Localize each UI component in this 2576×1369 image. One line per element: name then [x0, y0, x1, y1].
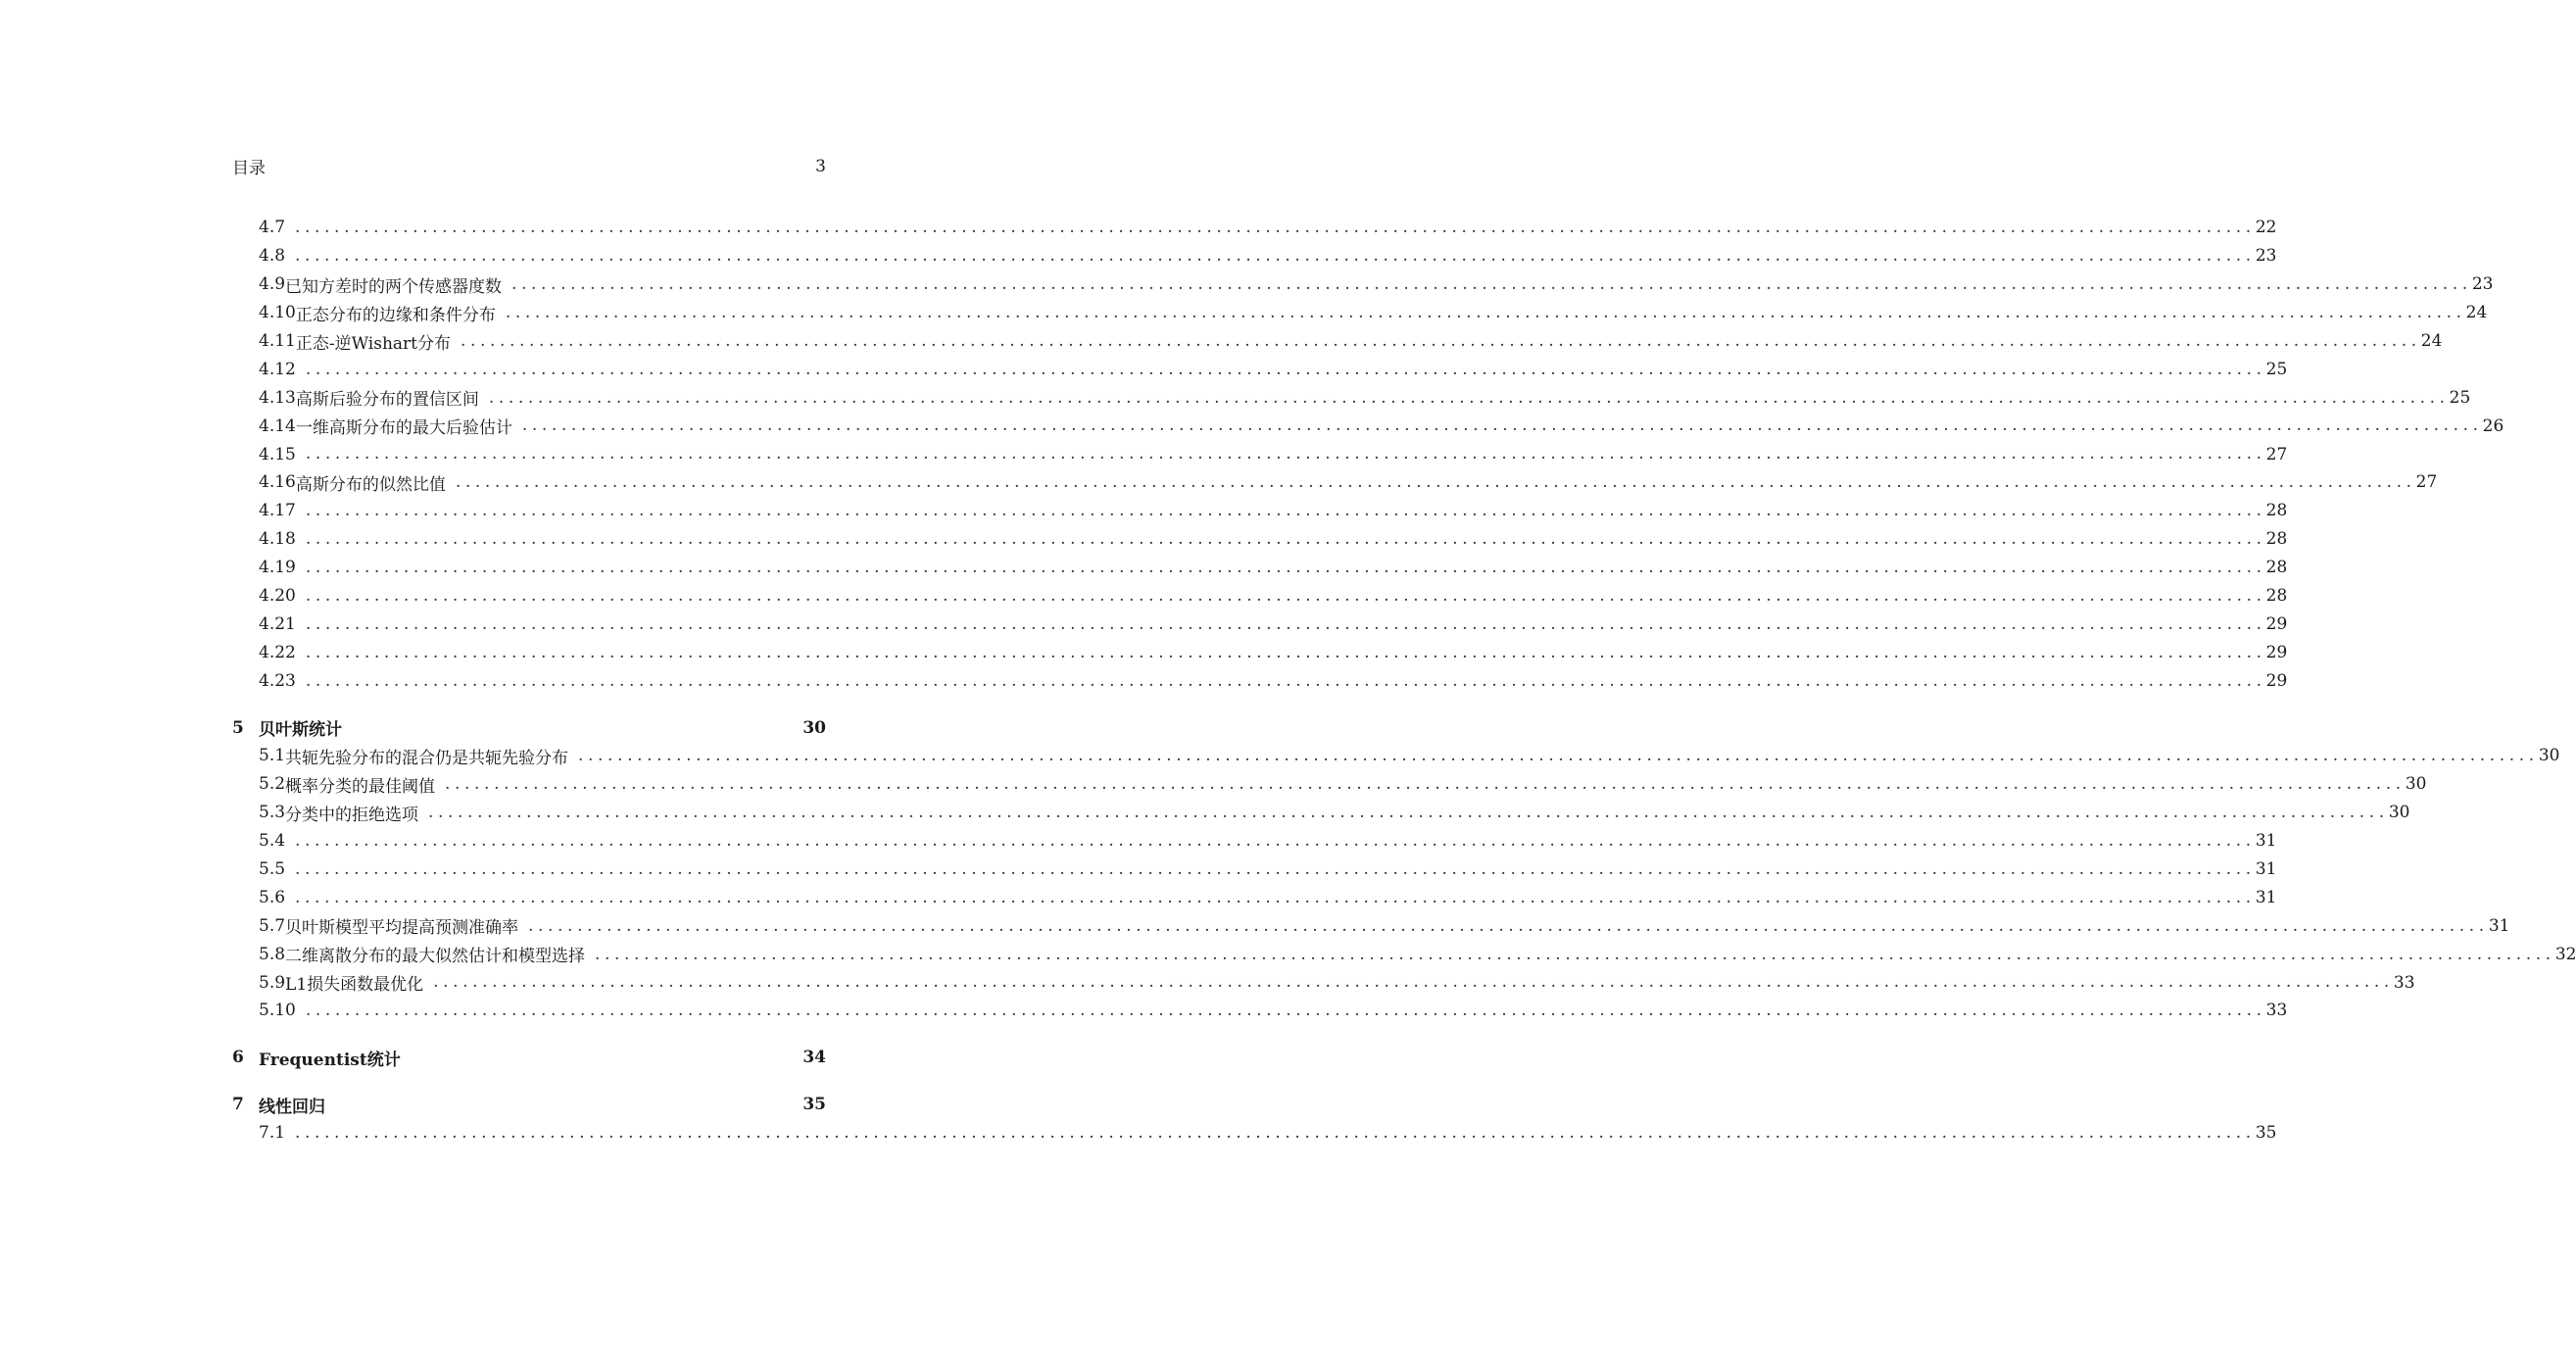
toc-number: 5	[232, 717, 244, 738]
toc-chapter[interactable]	[232, 1091, 826, 1119]
toc-number: 4.9	[259, 274, 286, 295]
dot-leader: ........................................................................................................................................................................................................	[295, 218, 2256, 238]
toc-page-number: 31	[2255, 859, 2277, 880]
toc-number: 4.23	[259, 670, 296, 691]
toc-page-number: 30	[2388, 803, 2410, 823]
toc-entry[interactable]	[232, 582, 2288, 611]
toc-page-number: 34	[802, 1048, 826, 1068]
toc-title: 贝叶斯模型平均提高预测准确率	[285, 918, 519, 939]
dot-leader: ........................................................................................................................................................................................................	[460, 330, 2421, 351]
dot-leader: ........................................................................................................................................................................................................	[595, 944, 2555, 964]
toc-title: 概率分类的最佳阈值	[285, 776, 436, 797]
toc-number: 5.3	[259, 803, 286, 823]
toc-entry[interactable]	[232, 883, 2277, 911]
toc-title: 高斯分布的似然比值	[295, 474, 446, 495]
toc-chapter[interactable]	[232, 1044, 826, 1072]
toc-page-number: 35	[802, 1095, 826, 1115]
toc-title: 正态-逆Wishart分布	[295, 333, 451, 354]
toc-entry[interactable]	[232, 968, 2415, 997]
dot-leader: ........................................................................................................................................................................................................	[528, 915, 2489, 936]
toc-number: 4.8	[259, 246, 286, 267]
toc-page-number: 23	[2255, 246, 2277, 267]
toc-entry[interactable]	[232, 997, 2288, 1025]
toc-page-number: 33	[2393, 972, 2415, 993]
toc-title: 二维离散分布的最大似然估计和模型选择	[285, 947, 586, 967]
toc-entry[interactable]	[232, 270, 2494, 299]
dot-leader: ........................................................................................................................................................................................................	[578, 746, 2539, 766]
toc-page-number: 31	[2488, 915, 2510, 936]
toc-page-number: 25	[2265, 359, 2288, 379]
dot-leader: ........................................................................................................................................................................................................	[521, 416, 2483, 436]
toc-number: 5.4	[259, 831, 286, 852]
toc-list	[232, 214, 2576, 1148]
toc-number: 4.7	[259, 218, 286, 238]
dot-leader: ........................................................................................................................................................................................................	[305, 444, 2266, 464]
dot-leader: ........................................................................................................................................................................................................	[305, 642, 2266, 662]
toc-entry[interactable]	[232, 742, 2560, 770]
toc-page-number: 29	[2265, 642, 2288, 662]
toc-number: 7.1	[259, 1123, 286, 1144]
toc-title: 正态分布的边缘和条件分布	[295, 305, 496, 325]
toc-page-number: 28	[2265, 586, 2288, 607]
toc-number: 4.20	[259, 586, 296, 607]
toc-page-number: 32	[2554, 944, 2576, 964]
toc-number: 4.22	[259, 642, 296, 662]
dot-leader: ........................................................................................................................................................................................................	[433, 972, 2394, 993]
toc-number: 5.7	[259, 915, 286, 936]
toc-page-number: 33	[2265, 1001, 2288, 1021]
dot-leader: ........................................................................................................................................................................................................	[305, 670, 2266, 691]
toc-page-number: 31	[2255, 831, 2277, 852]
toc-entry[interactable]	[232, 497, 2288, 525]
toc-page-number: 23	[2471, 274, 2494, 295]
dot-leader: ........................................................................................................................................................................................................	[445, 774, 2406, 795]
dot-leader: ........................................................................................................................................................................................................	[511, 274, 2472, 295]
dot-leader: ........................................................................................................................................................................................................	[305, 585, 2266, 606]
toc-number: 7	[232, 1095, 244, 1115]
toc-number: 5.10	[259, 1001, 296, 1021]
page-header	[232, 154, 826, 178]
toc-number: 5.9	[259, 972, 286, 993]
dot-leader: ........................................................................................................................................................................................................	[305, 359, 2266, 379]
page-number: 3	[815, 156, 826, 176]
toc-page-number: 24	[2465, 303, 2488, 323]
toc-page-number: 26	[2482, 416, 2504, 436]
dot-leader: ........................................................................................................................................................................................................	[488, 387, 2450, 408]
toc-entry[interactable]	[232, 327, 2443, 356]
toc-entry[interactable]	[232, 1119, 2277, 1148]
toc-title: 高斯后验分布的置信区间	[295, 390, 479, 411]
toc-number: 4.17	[259, 501, 296, 521]
toc-title: Frequentist统计	[259, 1050, 401, 1070]
toc-entry[interactable]	[232, 440, 2288, 468]
toc-title: 分类中的拒绝选项	[285, 805, 419, 825]
toc-page-number: 28	[2265, 558, 2288, 578]
dot-leader: ........................................................................................................................................................................................................	[505, 302, 2466, 322]
toc-entry[interactable]	[232, 911, 2510, 940]
dot-leader: ........................................................................................................................................................................................................	[295, 1122, 2256, 1143]
toc-number: 4.21	[259, 613, 296, 634]
toc-entry[interactable]	[232, 242, 2277, 270]
toc-page-number: 30	[2538, 746, 2560, 766]
toc-page-number: 29	[2265, 613, 2288, 634]
toc-page-number: 31	[2255, 887, 2277, 907]
toc-number: 4.16	[259, 472, 296, 493]
toc-number: 6	[232, 1048, 244, 1068]
toc-number: 5.6	[259, 887, 286, 907]
toc-page-number: 30	[2405, 774, 2427, 795]
toc-entry[interactable]	[232, 554, 2288, 582]
running-title: 目录	[232, 159, 266, 178]
toc-chapter[interactable]	[232, 713, 826, 742]
toc-number: 5.5	[259, 859, 286, 880]
toc-page-number: 27	[2265, 444, 2288, 464]
toc-page-number: 35	[2255, 1123, 2277, 1144]
toc-entry[interactable]	[232, 214, 2277, 242]
dot-leader: ........................................................................................................................................................................................................	[305, 529, 2266, 550]
toc-entry[interactable]	[232, 525, 2288, 554]
dot-leader: ........................................................................................................................................................................................................	[295, 830, 2256, 851]
toc-entry[interactable]	[232, 468, 2438, 497]
toc-title: 线性回归	[259, 1097, 325, 1117]
toc-number: 5.1	[259, 746, 286, 766]
toc-title: 共轭先验分布的混合仍是共轭先验分布	[285, 748, 569, 768]
toc-entry[interactable]	[232, 610, 2288, 638]
toc-page-number: 22	[2255, 218, 2277, 238]
toc-page-number: 25	[2449, 387, 2471, 408]
toc-number: 4.13	[259, 387, 296, 408]
toc-title: 已知方差时的两个传感器度数	[285, 276, 503, 297]
dot-leader: ........................................................................................................................................................................................................	[305, 1001, 2266, 1021]
toc-entry[interactable]	[232, 827, 2277, 856]
toc-number: 5.8	[259, 944, 286, 964]
toc-page-number: 27	[2415, 472, 2438, 493]
toc-title: 一维高斯分布的最大后验估计	[295, 418, 512, 439]
toc-entry[interactable]	[232, 799, 2410, 827]
toc-page-number: 28	[2265, 529, 2288, 550]
toc-number: 4.14	[259, 416, 296, 436]
dot-leader: ........................................................................................................................................................................................................	[295, 887, 2256, 907]
toc-number: 4.12	[259, 359, 296, 379]
toc-number: 4.18	[259, 529, 296, 550]
toc-number: 4.19	[259, 558, 296, 578]
dot-leader: ........................................................................................................................................................................................................	[305, 613, 2266, 634]
dot-leader: ........................................................................................................................................................................................................	[455, 472, 2416, 493]
dot-leader: ........................................................................................................................................................................................................	[305, 557, 2266, 577]
toc-number: 5.2	[259, 774, 286, 795]
toc-entry[interactable]	[232, 383, 2471, 412]
toc-page-number: 28	[2265, 501, 2288, 521]
toc-entry[interactable]	[232, 666, 2288, 695]
toc-entry[interactable]	[232, 299, 2488, 327]
toc-entry[interactable]	[232, 856, 2277, 884]
dot-leader: ........................................................................................................................................................................................................	[428, 803, 2389, 823]
toc-entry[interactable]	[232, 770, 2427, 799]
toc-entry[interactable]	[232, 940, 2576, 968]
toc-title: L1损失函数最优化	[285, 975, 424, 996]
toc-page-number: 30	[802, 717, 826, 738]
toc-number: 4.10	[259, 303, 296, 323]
toc-entry[interactable]	[232, 638, 2288, 666]
toc-entry[interactable]	[232, 412, 2504, 440]
dot-leader: ........................................................................................................................................................................................................	[295, 246, 2256, 267]
toc-title: 贝叶斯统计	[259, 720, 342, 741]
toc-page-number: 29	[2265, 670, 2288, 691]
toc-entry[interactable]	[232, 355, 2288, 383]
dot-leader: ........................................................................................................................................................................................................	[295, 858, 2256, 879]
toc-number: 4.11	[259, 331, 296, 351]
toc-page-number: 24	[2420, 331, 2443, 351]
toc-number: 4.15	[259, 444, 296, 464]
dot-leader: ........................................................................................................................................................................................................	[305, 501, 2266, 521]
